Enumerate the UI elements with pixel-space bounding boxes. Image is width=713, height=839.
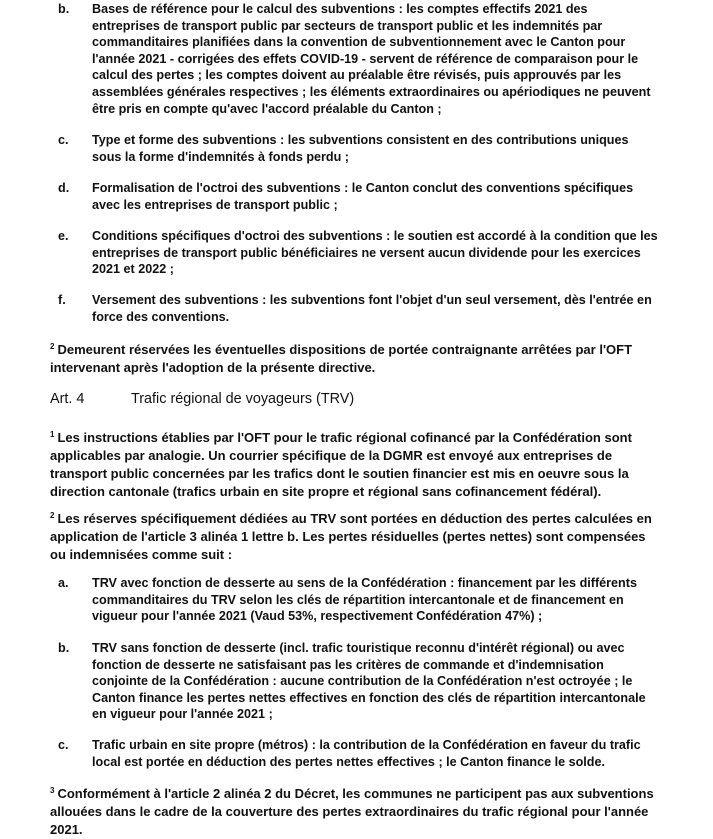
list-letter: d. <box>58 181 70 195</box>
list-letter: f. <box>58 293 66 307</box>
list-text: Type et forme des subventions : les subventions consistent en des contributions uniques sous la forme d'indemnités à fonds perdu ; <box>92 133 629 164</box>
paragraph-text: Les réserves spécifiquement dédiées au TRV sont portées en déduction des pertes calculées en application de l'article 3 alinéa 1 lettre b. Les pertes résiduelles (pertes nettes) sont compensées ou indemnisées comme suit : <box>50 511 652 562</box>
list-text: Conditions spécifiques d'octroi des subventions : le soutien est accordé à la condition que les entreprises de transport public bénéficiaires ne versent aucun dividende pour les exercices 2021 et 2022 ; <box>92 229 658 277</box>
paragraph-number: 2 <box>50 511 55 520</box>
list-text: TRV sans fonction de desserte (incl. trafic touristique reconnu d'intérêt régional) ou avec fonction de desserte ne satisfaisant pas les critères de commande et d'indemnisation conjointe de la Confédération : aucune contribution de la Confédération n'est octroyée ; le Canton finance les pertes nettes effectives en fonction des clés de répartition intercantonale en vigueur pour l'année 2021 ; <box>92 641 646 722</box>
paragraph-instructions-oft <box>50 426 658 501</box>
list-letter: c. <box>58 133 69 147</box>
list-item-b-trv <box>58 640 658 723</box>
paragraph-reserve-oft <box>50 338 658 377</box>
list-item-d <box>58 180 658 213</box>
paragraph-text: Les instructions établies par l'OFT pour le trafic régional cofinancé par la Confédération sont applicables par analogie. Un courrier spécifique de la DGMR est envoyé aux entreprises de transport public concernées par les trafics dont le soutien financier est mis en oeuvre sous la direction cantonale (trafics urbain en site propre et régional sans cofinancement fédéral). <box>50 430 632 499</box>
list-letter: e. <box>58 229 69 243</box>
list-item-b <box>58 1 658 117</box>
article-heading <box>50 390 354 408</box>
paragraph-text: Demeurent réservées les éventuelles dispositions de portée contraignante arrêtées par l'OFT intervenant après l'adoption de la présente directive. <box>50 342 633 375</box>
list-item-c <box>58 132 658 165</box>
list-item-a <box>58 575 658 625</box>
paragraph-number: 3 <box>50 786 55 795</box>
list-item-f <box>58 292 658 325</box>
list-text: Bases de référence pour le calcul des subventions : les comptes effectifs 2021 des entreprises de transport public par secteurs de transport public et les indemnités par commanditaires planifiées dans la convention de subventionnement avec le Canton pour l'année 2021 - corrigées des effets COVID-19 - servent de référence de comparaison pour le calcul des pertes ; les comptes doivent au préalable être révisés, puis approuvés par les assemblées générales respectives ; les éléments extraordinaires ou apériodiques ne peuvent être pris en compte qu'avec l'accord préalable du Canton ; <box>92 2 651 116</box>
list-text: TRV avec fonction de desserte au sens de la Confédération : financement par les différents commanditaires du TRV selon les clés de répartition intercantonale et de financement en vigueur pour l'année 2021 (Vaud 53%, respectivement Confédération 47%) ; <box>92 576 637 624</box>
list-item-e <box>58 228 658 278</box>
paragraph-number: 1 <box>50 430 55 439</box>
list-letter: c. <box>58 738 69 752</box>
list-letter: a. <box>58 576 69 590</box>
list-letter: b. <box>58 2 70 16</box>
list-text: Formalisation de l'octroi des subventions : le Canton conclut des conventions spécifiques avec les entreprises de transport public ; <box>92 181 634 212</box>
article-title: Trafic régional de voyageurs (TRV) <box>131 391 355 407</box>
list-text: Trafic urbain en site propre (métros) : la contribution de la Confédération en faveur du trafic local est portée en déduction des pertes nettes effectives ; le Canton finance le solde. <box>92 738 641 769</box>
article-number: Art. 4 <box>50 391 85 407</box>
list-text: Versement des subventions : les subventions font l'objet d'un seul versement, dès l'entrée en force des conventions. <box>92 293 652 324</box>
paragraph-communes <box>50 782 658 839</box>
list-item-c-urbain <box>58 737 658 770</box>
paragraph-reserves-trv <box>50 507 658 564</box>
paragraph-text: Conformément à l'article 2 alinéa 2 du Décret, les communes ne participent pas aux subventions allouées dans le cadre de la couverture des pertes extraordinaires du trafic régional pour l'année 2021. <box>50 786 654 837</box>
list-letter: b. <box>58 641 70 655</box>
paragraph-number: 2 <box>50 342 55 351</box>
